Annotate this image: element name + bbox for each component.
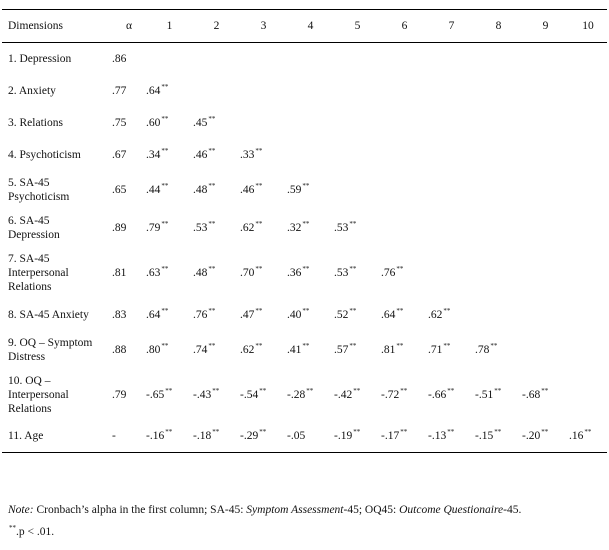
- corr-value: -.54: [240, 388, 259, 401]
- sig-mark: **: [447, 428, 455, 437]
- sig-mark: **: [255, 181, 263, 190]
- corr-cell: [428, 107, 475, 139]
- corr-cell: [381, 369, 428, 421]
- header-col-10: 10: [569, 10, 607, 43]
- corr-value: .76: [381, 266, 396, 279]
- sig-mark: **: [259, 386, 267, 395]
- corr-value: .40: [287, 308, 302, 321]
- corr-cell: [287, 43, 334, 75]
- corr-cell: [475, 247, 522, 299]
- sig-mark: **: [255, 341, 263, 350]
- sig-mark: **: [302, 341, 310, 350]
- corr-cell: [428, 209, 475, 247]
- row-label: [2, 107, 112, 139]
- corr-cell: [240, 43, 287, 75]
- corr-value: .46: [193, 148, 208, 161]
- sig-mark: **: [161, 181, 169, 190]
- row-label: [2, 75, 112, 107]
- table-row: [2, 247, 607, 299]
- corr-value: .74: [193, 343, 208, 356]
- alpha-cell: -: [112, 421, 146, 453]
- corr-value: .76: [193, 308, 208, 321]
- row-label: [2, 43, 112, 75]
- corr-cell: [334, 139, 381, 171]
- corr-value: -.43: [193, 388, 212, 401]
- sig-mark: **: [584, 428, 592, 437]
- corr-cell: [522, 107, 569, 139]
- alpha-cell: .65: [112, 183, 127, 196]
- corr-cell: [193, 43, 240, 75]
- sig-mark: **: [494, 386, 502, 395]
- corr-cell: [146, 75, 193, 107]
- corr-cell: [569, 107, 607, 139]
- corr-value: .59: [287, 183, 302, 196]
- corr-value: .53: [334, 266, 349, 279]
- sig-mark: **: [349, 306, 357, 315]
- table-row: [2, 107, 607, 139]
- sig-mark: **: [161, 306, 169, 315]
- corr-value: .47: [240, 308, 255, 321]
- row-label: [2, 247, 112, 299]
- sig-mark: **: [396, 306, 404, 315]
- row-label: [2, 369, 112, 421]
- alpha-cell: .79: [112, 388, 127, 401]
- corr-cell: [193, 107, 240, 139]
- corr-cell: [240, 75, 287, 107]
- corr-cell: [146, 171, 193, 209]
- alpha-cell: .67: [112, 148, 127, 161]
- alpha-cell: .81: [112, 266, 127, 279]
- sig-mark: **: [400, 428, 408, 437]
- row-label: [2, 139, 112, 171]
- corr-cell: [569, 171, 607, 209]
- sig-mark: **: [161, 82, 169, 91]
- correlation-table: [2, 9, 607, 453]
- corr-cell: [146, 209, 193, 247]
- corr-value: .62: [240, 221, 255, 234]
- corr-cell: [193, 139, 240, 171]
- corr-value: .41: [287, 343, 302, 356]
- corr-cell: [569, 369, 607, 421]
- corr-cell: [334, 43, 381, 75]
- alpha-cell: .89: [112, 221, 127, 234]
- sig-mark: **: [161, 341, 169, 350]
- corr-value: -.18: [193, 430, 212, 443]
- sig-mark: **: [208, 146, 216, 155]
- corr-cell: [240, 107, 287, 139]
- sig-mark: **: [349, 264, 357, 273]
- sig-mark: **: [212, 386, 220, 395]
- corr-value: .64: [146, 308, 161, 321]
- corr-cell: [146, 421, 193, 453]
- corr-cell: [381, 209, 428, 247]
- row-label-line: Psychoticism: [8, 190, 70, 203]
- corr-value: .16: [569, 430, 584, 443]
- corr-value: .60: [146, 116, 161, 129]
- row-label-line: 4. Psychoticism: [8, 148, 81, 161]
- note-text-2: -45; OQ45:: [343, 504, 400, 516]
- row-label-line: 8. SA-45 Anxiety: [8, 308, 89, 321]
- corr-value: .33: [240, 148, 255, 161]
- header-dimensions: Dimensions: [2, 10, 112, 43]
- corr-cell: [475, 209, 522, 247]
- corr-cell: [381, 331, 428, 369]
- row-label-line: 5. SA-45: [8, 176, 50, 189]
- corr-cell: [146, 331, 193, 369]
- corr-cell: [240, 331, 287, 369]
- sig-mark: **: [302, 219, 310, 228]
- corr-cell: [569, 331, 607, 369]
- corr-cell: [522, 43, 569, 75]
- sig-mark: **: [208, 219, 216, 228]
- alpha-cell: .86: [112, 52, 127, 65]
- corr-value: -.16: [146, 430, 165, 443]
- header-col-7: 7: [428, 10, 475, 43]
- corr-cell: [475, 139, 522, 171]
- corr-cell: [240, 247, 287, 299]
- corr-value: .48: [193, 183, 208, 196]
- corr-value: -.19: [334, 430, 353, 443]
- corr-cell: [522, 171, 569, 209]
- corr-cell: [428, 421, 475, 453]
- sig-mark: **: [208, 264, 216, 273]
- corr-cell: [334, 75, 381, 107]
- corr-cell: [334, 369, 381, 421]
- table-row: [2, 299, 607, 331]
- corr-cell: [428, 299, 475, 331]
- corr-cell: [475, 75, 522, 107]
- corr-cell: [287, 171, 334, 209]
- corr-cell: [334, 209, 381, 247]
- corr-value: .48: [193, 266, 208, 279]
- sig-mark: **: [302, 181, 310, 190]
- corr-cell: [193, 299, 240, 331]
- corr-value: .80: [146, 343, 161, 356]
- corr-cell: [240, 209, 287, 247]
- alpha-cell: .83: [112, 308, 127, 321]
- corr-cell: [240, 421, 287, 453]
- sig-mark: **: [443, 341, 451, 350]
- corr-value: .62: [240, 343, 255, 356]
- corr-cell: [146, 107, 193, 139]
- corr-cell: [569, 247, 607, 299]
- row-label-line: 7. SA-45: [8, 252, 50, 265]
- corr-cell: [287, 299, 334, 331]
- corr-value: -.51: [475, 388, 494, 401]
- sig-mark: **: [208, 114, 216, 123]
- corr-cell: [381, 43, 428, 75]
- corr-cell: [287, 139, 334, 171]
- header-col-4: 4: [287, 10, 334, 43]
- corr-cell: [287, 75, 334, 107]
- header-col-5: 5: [334, 10, 381, 43]
- corr-cell: [522, 209, 569, 247]
- row-label-line: 3. Relations: [8, 116, 63, 129]
- corr-value: .46: [240, 183, 255, 196]
- corr-value: .45: [193, 116, 208, 129]
- corr-cell: [240, 139, 287, 171]
- sig-mark: **: [443, 306, 451, 315]
- sig-mark: **: [353, 428, 361, 437]
- corr-cell: [475, 299, 522, 331]
- row-label-line: Relations: [8, 402, 52, 415]
- sig-mark: **: [353, 386, 361, 395]
- corr-cell: [146, 299, 193, 331]
- corr-value: -.15: [475, 430, 494, 443]
- table-body: [2, 43, 607, 453]
- corr-cell: [475, 107, 522, 139]
- corr-cell: [569, 75, 607, 107]
- corr-cell: [193, 331, 240, 369]
- sig-mark: **: [212, 428, 220, 437]
- corr-cell: [522, 331, 569, 369]
- corr-cell: [569, 299, 607, 331]
- alpha-cell: .75: [112, 116, 127, 129]
- corr-cell: [193, 369, 240, 421]
- corr-value: -.68: [522, 388, 541, 401]
- corr-value: -.42: [334, 388, 353, 401]
- sig-mark: **: [302, 306, 310, 315]
- row-label-line: Interpersonal: [8, 266, 69, 279]
- header-col-8: 8: [475, 10, 522, 43]
- corr-value: -.28: [287, 388, 306, 401]
- corr-cell: [381, 299, 428, 331]
- sig-mark: **: [208, 306, 216, 315]
- row-label-line: 6. SA-45: [8, 214, 50, 227]
- corr-cell: [522, 299, 569, 331]
- corr-value: .64: [381, 308, 396, 321]
- table-row: [2, 421, 607, 453]
- table-row: [2, 43, 607, 75]
- table-row: [2, 75, 607, 107]
- corr-cell: [146, 247, 193, 299]
- note-italic-2: Outcome Questionaire: [399, 504, 504, 516]
- sig-mark: **: [259, 428, 267, 437]
- corr-value: -.29: [240, 430, 259, 443]
- corr-value: -.72: [381, 388, 400, 401]
- corr-cell: [381, 421, 428, 453]
- sig-mark: **: [490, 341, 498, 350]
- sig-mark: **: [161, 146, 169, 155]
- sig-mark: **: [161, 114, 169, 123]
- table-row: [2, 139, 607, 171]
- alpha-cell: .77: [112, 84, 127, 97]
- corr-cell: [381, 107, 428, 139]
- row-label-line: 11. Age: [8, 430, 44, 443]
- corr-cell: [428, 369, 475, 421]
- sig-mark: **: [161, 219, 169, 228]
- corr-cell: [428, 171, 475, 209]
- sig-mark: **: [208, 181, 216, 190]
- corr-cell: [475, 43, 522, 75]
- corr-cell: [193, 171, 240, 209]
- row-label-line: Distress: [8, 350, 46, 363]
- header-col-9: 9: [522, 10, 569, 43]
- corr-cell: [428, 43, 475, 75]
- sig-mark: **: [541, 428, 549, 437]
- corr-cell: [287, 369, 334, 421]
- corr-cell: [193, 421, 240, 453]
- alpha-cell: .88: [112, 343, 127, 356]
- corr-cell: [334, 299, 381, 331]
- corr-cell: [569, 139, 607, 171]
- row-label: [2, 209, 112, 247]
- corr-value: -.13: [428, 430, 447, 443]
- sig-mark: **: [396, 341, 404, 350]
- note-label: Note:: [8, 504, 34, 516]
- row-label: [2, 331, 112, 369]
- note-text-1: Cronbach’s alpha in the first column; SA-45:: [33, 504, 247, 516]
- corr-value: .57: [334, 343, 349, 356]
- corr-cell: [381, 75, 428, 107]
- header-col-2: 2: [193, 10, 240, 43]
- corr-cell: [428, 247, 475, 299]
- corr-cell: [146, 369, 193, 421]
- corr-cell: [334, 171, 381, 209]
- corr-cell: [381, 171, 428, 209]
- corr-cell: [334, 107, 381, 139]
- sig-mark: **: [165, 428, 173, 437]
- corr-cell: [475, 421, 522, 453]
- sig-mark: **: [208, 341, 216, 350]
- corr-value: -.65: [146, 388, 165, 401]
- corr-cell: [569, 209, 607, 247]
- sig-mark: **: [255, 146, 263, 155]
- corr-value: .36: [287, 266, 302, 279]
- corr-cell: [522, 421, 569, 453]
- sig-mark: **: [447, 386, 455, 395]
- note-sig-text: .p < .01.: [16, 526, 55, 538]
- corr-cell: [287, 247, 334, 299]
- sig-mark: **: [400, 386, 408, 395]
- corr-value: .81: [381, 343, 396, 356]
- row-label: [2, 171, 112, 209]
- corr-cell: [428, 331, 475, 369]
- corr-cell: [287, 107, 334, 139]
- corr-cell: [146, 43, 193, 75]
- corr-value: .53: [193, 221, 208, 234]
- sig-mark: **: [302, 264, 310, 273]
- corr-cell: [522, 75, 569, 107]
- corr-cell: [475, 369, 522, 421]
- corr-value: .79: [146, 221, 161, 234]
- note-line-2: [8, 521, 603, 543]
- corr-cell: [146, 139, 193, 171]
- corr-cell: [334, 247, 381, 299]
- corr-value: .64: [146, 84, 161, 97]
- corr-value: .78: [475, 343, 490, 356]
- row-label-line: Interpersonal: [8, 388, 69, 401]
- corr-cell: [240, 369, 287, 421]
- sig-mark: **: [494, 428, 502, 437]
- corr-cell: [381, 247, 428, 299]
- corr-cell: [240, 171, 287, 209]
- corr-value: .71: [428, 343, 443, 356]
- corr-value: .34: [146, 148, 161, 161]
- row-label-line: Depression: [8, 228, 60, 241]
- corr-cell: [381, 139, 428, 171]
- row-label-line: 2. Anxiety: [8, 84, 56, 97]
- corr-cell: [569, 421, 607, 453]
- sig-mark: **: [255, 264, 263, 273]
- corr-value: .53: [334, 221, 349, 234]
- header-alpha: α: [112, 10, 146, 43]
- row-label-line: 10. OQ –: [8, 374, 51, 387]
- header-col-3: 3: [240, 10, 287, 43]
- note-text-3: -45.: [503, 504, 522, 516]
- corr-value: .70: [240, 266, 255, 279]
- sig-mark: **: [161, 264, 169, 273]
- sig-mark: **: [255, 219, 263, 228]
- note-italic-1: Symptom Assessment: [246, 504, 344, 516]
- sig-mark: **: [306, 386, 314, 395]
- sig-mark: **: [165, 386, 173, 395]
- table-row: [2, 331, 607, 369]
- corr-cell: [522, 369, 569, 421]
- corr-value: -.17: [381, 430, 400, 443]
- header-col-6: 6: [381, 10, 428, 43]
- corr-value: .44: [146, 183, 161, 196]
- corr-cell: [287, 331, 334, 369]
- sig-mark: **: [255, 306, 263, 315]
- sig-mark: **: [396, 264, 404, 273]
- corr-cell: [334, 421, 381, 453]
- corr-cell: [193, 247, 240, 299]
- corr-cell: [428, 75, 475, 107]
- sig-mark: **: [349, 341, 357, 350]
- table-row: [2, 369, 607, 421]
- corr-cell: [193, 75, 240, 107]
- table-row: [2, 171, 607, 209]
- note-sig-mark: **: [9, 524, 16, 533]
- corr-cell: [287, 209, 334, 247]
- corr-value: -.66: [428, 388, 447, 401]
- sig-mark: **: [349, 219, 357, 228]
- corr-cell: [240, 299, 287, 331]
- sig-mark: **: [541, 386, 549, 395]
- corr-cell: [193, 209, 240, 247]
- note-line-1: [8, 499, 603, 521]
- corr-cell: [428, 139, 475, 171]
- row-label: [2, 421, 112, 453]
- corr-cell: [475, 171, 522, 209]
- corr-cell: [522, 139, 569, 171]
- corr-value: .63: [146, 266, 161, 279]
- corr-cell: [475, 331, 522, 369]
- row-label: [2, 299, 112, 331]
- row-label-line: 9. OQ – Symptom: [8, 336, 93, 349]
- corr-cell: [334, 331, 381, 369]
- corr-cell: [569, 43, 607, 75]
- corr-value: -.20: [522, 430, 541, 443]
- corr-value: .32: [287, 221, 302, 234]
- header-row: [2, 10, 607, 43]
- corr-cell: [522, 247, 569, 299]
- corr-value: .52: [334, 308, 349, 321]
- corr-value: -.05: [287, 430, 306, 443]
- table-note: [8, 499, 603, 543]
- row-label-line: Relations: [8, 280, 52, 293]
- corr-value: .62: [428, 308, 443, 321]
- header-col-1: 1: [146, 10, 193, 43]
- row-label-line: 1. Depression: [8, 52, 72, 65]
- table-row: [2, 209, 607, 247]
- corr-cell: [287, 421, 334, 453]
